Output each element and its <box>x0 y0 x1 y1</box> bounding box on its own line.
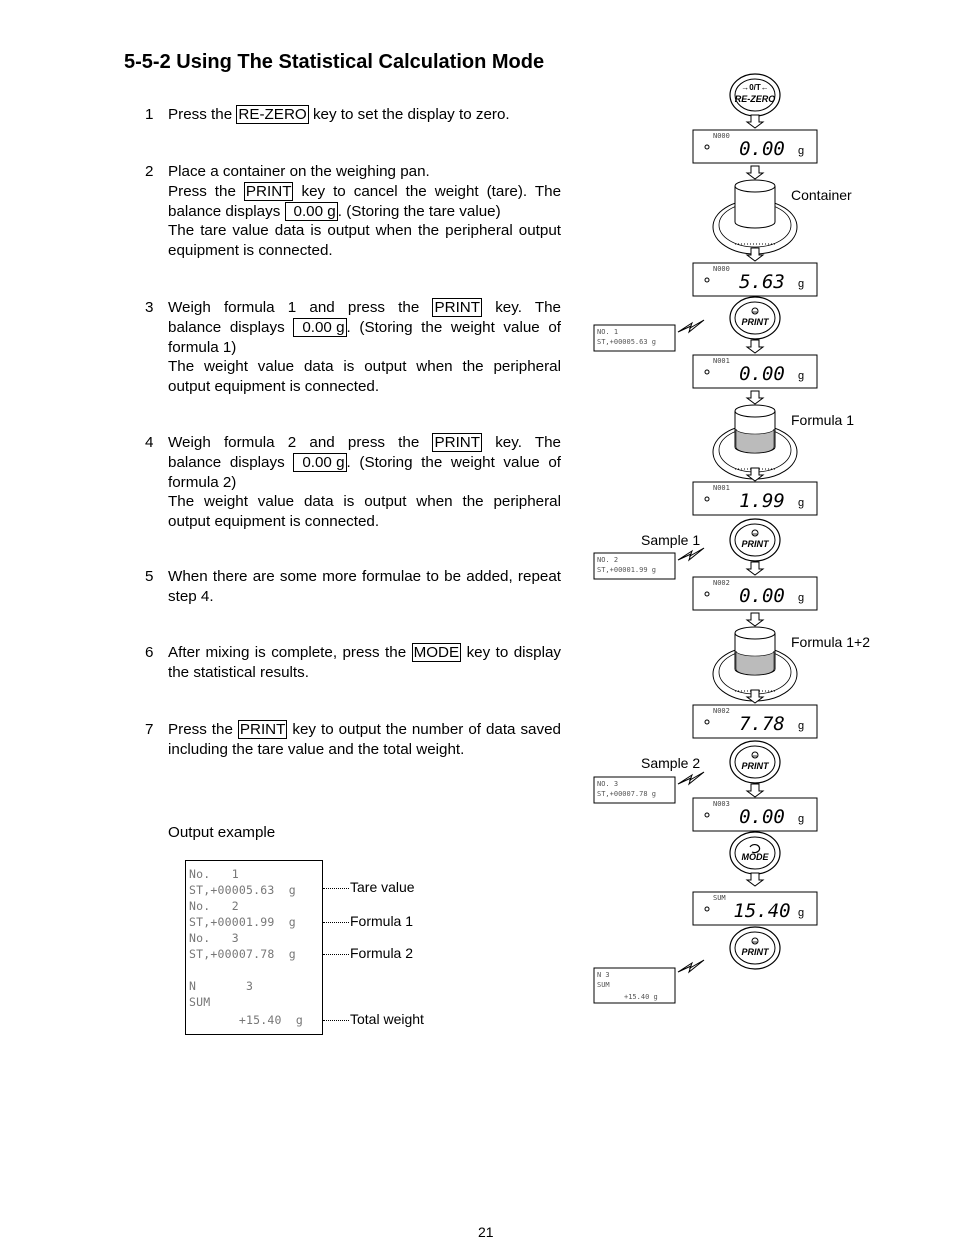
down-arrow-icon <box>747 562 763 575</box>
page-title: 5-5-2 Using The Statistical Calculation Mode <box>124 51 545 73</box>
rezero-symbol-label: →0/T← <box>741 83 769 92</box>
container-rim <box>735 627 775 639</box>
balance-display <box>693 892 817 925</box>
step-number: 3 <box>145 299 154 316</box>
step-text: key. The <box>482 434 561 451</box>
display-unit: g <box>798 592 805 604</box>
step-text: Weigh formula 2 and press the <box>168 434 433 451</box>
step-text: . (Storing the weight value of <box>346 453 562 471</box>
slip-line: NO. 1 <box>597 328 619 336</box>
arrow-shape <box>747 340 763 353</box>
print-key-icon <box>730 741 780 783</box>
weighing-pan <box>713 180 852 254</box>
print-key-label: PRINT <box>245 182 292 200</box>
slip-line: +15.40 g <box>624 993 658 1001</box>
pan-label: Formula 1+2 <box>791 634 870 650</box>
key-label: PRINT <box>741 317 769 327</box>
printout-slip <box>594 968 675 1003</box>
step-text: formula 2) <box>168 473 237 491</box>
down-arrow-icon <box>747 613 763 626</box>
printout-line: No. 1 <box>189 867 239 881</box>
display-value: 0.00 g <box>285 202 338 221</box>
display-unit: g <box>798 720 805 732</box>
arrow-shape <box>747 166 763 179</box>
down-arrow-icon <box>747 166 763 179</box>
display-indicator: N001 <box>713 484 730 492</box>
down-arrow-icon <box>747 873 763 886</box>
sample-1-label: Sample 1 <box>641 532 701 548</box>
legend-formula-1: Formula 1 <box>350 913 414 929</box>
display-indicator: N002 <box>713 707 730 715</box>
transmit-bolt-icon <box>678 548 704 560</box>
print-key-label: PRINT <box>434 299 481 316</box>
slip-line: ST,+00007.78 g <box>597 790 657 798</box>
bolt-shape <box>678 772 704 784</box>
down-arrow-icon <box>747 340 763 353</box>
step-number: 5 <box>145 568 154 585</box>
display-indicator: N001 <box>713 357 730 365</box>
display-value: 0.00 g <box>293 318 346 337</box>
balance-display <box>693 482 817 515</box>
display-value: 1.99 <box>739 490 785 512</box>
slip-line: SUM <box>597 981 610 989</box>
step-text: Press the <box>168 106 237 123</box>
mode-key-icon <box>730 832 780 874</box>
printout-line: ST,+00005.63 g <box>189 883 296 897</box>
transmit-bolt-icon <box>678 320 704 332</box>
step-text: Press the <box>168 721 238 738</box>
balance-display <box>693 798 817 831</box>
step-text: Press the <box>168 182 244 200</box>
step-text: balance displays <box>168 318 294 336</box>
printout-line: +15.40 g <box>189 1013 303 1027</box>
key-label: PRINT <box>741 947 769 957</box>
slip-line: ST,+00001.99 g <box>597 566 657 574</box>
legend-tare-value: Tare value <box>350 879 415 895</box>
bolt-shape <box>678 320 704 332</box>
printout-slip <box>594 777 675 803</box>
printout-line: No. 2 <box>189 899 239 913</box>
key-label: RE-ZERO <box>734 94 776 104</box>
step-text: The weight value data is output when the peripheral output equipment is connected. <box>168 493 561 531</box>
display-value: 0.00 <box>739 363 785 385</box>
step-number: 2 <box>145 163 154 180</box>
display-value: 5.63 <box>739 271 785 293</box>
mode-key-label: MODE <box>413 644 460 661</box>
display-indicator: N003 <box>713 800 730 808</box>
arrow-shape <box>747 115 763 128</box>
step-text: balance displays <box>168 453 294 471</box>
container-rim <box>735 180 775 192</box>
print-key-icon <box>730 519 780 561</box>
transmit-bolt-icon <box>678 960 704 972</box>
arrow-shape <box>747 784 763 797</box>
print-key-label: PRINT <box>434 434 481 451</box>
step-text: . (Storing the weight value of <box>346 318 562 336</box>
step-text: . (Storing the tare value) <box>337 202 501 220</box>
balance-display <box>693 130 817 163</box>
display-value: 7.78 <box>739 713 785 735</box>
down-arrow-icon <box>747 115 763 128</box>
display-value: 0.00 g <box>293 453 346 472</box>
step-text: balance displays <box>168 202 285 220</box>
printout-line: SUM <box>189 995 211 1009</box>
display-value: 0.00 <box>739 585 785 607</box>
slip-line: N 3 <box>597 971 610 979</box>
pan-label: Formula 1 <box>791 412 855 428</box>
display-value: 15.40 <box>733 900 791 922</box>
display-indicator: N000 <box>713 132 730 140</box>
legend-formula-2: Formula 2 <box>350 945 414 961</box>
arrow-shape <box>747 391 763 404</box>
display-unit: g <box>798 278 805 290</box>
key-label: PRINT <box>741 761 769 771</box>
balance-display <box>693 355 817 388</box>
display-indicator: SUM <box>713 894 726 902</box>
balance-display <box>693 577 817 610</box>
print-key-icon <box>730 297 780 339</box>
arrow-shape <box>747 613 763 626</box>
balance-display <box>693 705 817 738</box>
arrow-shape <box>747 873 763 886</box>
print-key-icon <box>730 927 780 969</box>
display-unit: g <box>798 907 805 919</box>
step-number: 4 <box>145 434 154 451</box>
display-indicator: N002 <box>713 579 730 587</box>
display-value: 0.00 <box>739 806 785 828</box>
down-arrow-icon <box>747 784 763 797</box>
step-text: The weight value data is output when the peripheral output equipment is connected. <box>168 358 561 396</box>
printout-slip <box>594 553 675 579</box>
transmit-bolt-icon <box>678 772 704 784</box>
step-number: 1 <box>145 106 154 123</box>
step-text: key to display the statistical results. <box>168 644 561 681</box>
display-unit: g <box>798 497 805 509</box>
output-example-label: Output example <box>168 824 276 841</box>
sample-2-label: Sample 2 <box>641 755 701 771</box>
step-text: key to cancel the weight (tare). The <box>293 182 562 200</box>
legend-total-weight: Total weight <box>350 1011 424 1027</box>
step-text: When there are some more formulae to be added, repeat step 4. <box>168 568 561 605</box>
step-text: key to output the number of data saved including the tare value and the total weight. <box>168 721 561 758</box>
step-text: The tare value data is output when the peripheral output equipment is connected. <box>168 222 561 260</box>
pan-label: Container <box>791 187 852 203</box>
step-number: 7 <box>145 721 154 738</box>
weighing-pan <box>713 627 870 701</box>
key-label: PRINT <box>741 539 769 549</box>
display-unit: g <box>798 813 805 825</box>
rezero-key-label: RE-ZERO <box>238 106 307 123</box>
slip-line: NO. 2 <box>597 556 619 564</box>
step-text: Place a container on the weighing pan. <box>168 163 430 180</box>
arrow-shape <box>747 562 763 575</box>
slip-line: NO. 3 <box>597 780 619 788</box>
slip-line: ST,+00005.63 g <box>597 338 657 346</box>
down-arrow-icon <box>747 391 763 404</box>
step-text: key. The <box>482 299 561 316</box>
display-unit: g <box>798 145 805 157</box>
printout-line: ST,+00007.78 g <box>189 947 296 961</box>
step-text: After mixing is complete, press the <box>168 644 412 661</box>
bolt-shape <box>678 960 704 972</box>
printout-line: N 3 <box>189 979 254 993</box>
display-indicator: N000 <box>713 265 730 273</box>
display-unit: g <box>798 370 805 382</box>
container-rim <box>735 405 775 417</box>
printout-slip <box>594 325 675 351</box>
bolt-shape <box>678 548 704 560</box>
step-text: formula 1) <box>168 338 237 356</box>
weighing-pan <box>713 405 854 479</box>
display-value: 0.00 <box>739 138 785 160</box>
key-label: MODE <box>741 852 769 862</box>
printout-line: ST,+00001.99 g <box>189 915 296 929</box>
step-text: Weigh formula 1 and press the <box>168 299 433 316</box>
print-key-label: PRINT <box>239 721 286 738</box>
page-number: 21 <box>478 1224 494 1240</box>
rezero-key-icon <box>730 74 780 116</box>
step-text: key to set the display to zero. <box>308 106 510 123</box>
balance-display <box>693 263 817 296</box>
printout-line: No. 3 <box>189 931 239 945</box>
step-number: 6 <box>145 644 154 661</box>
